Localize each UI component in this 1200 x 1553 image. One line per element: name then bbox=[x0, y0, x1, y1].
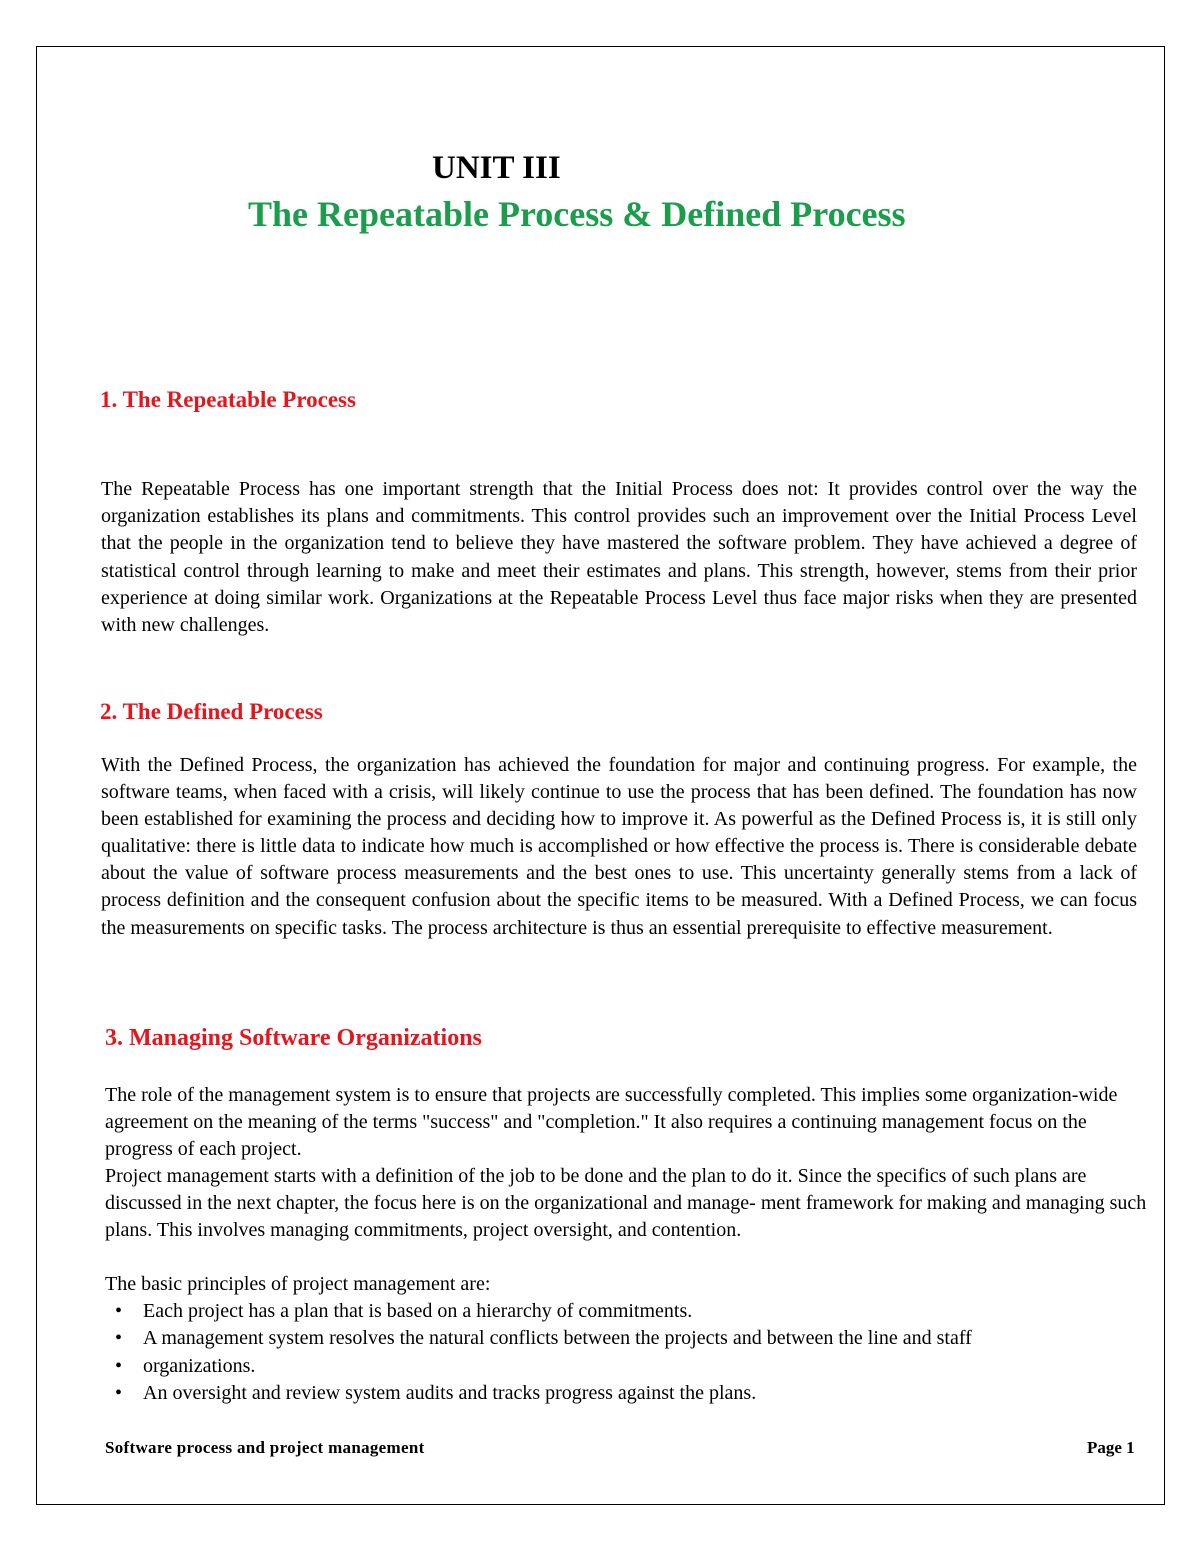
paragraph-management-role: The role of the management system is to ensure that projects are successfully completed. This implies some organization-wide agreement on the meaning of the terms "success" and "completion." It also requires a continuing management focus on the progress of each project. bbox=[105, 1084, 1118, 1160]
section-heading-repeatable: 1. The Repeatable Process bbox=[100, 387, 356, 412]
paragraph-principles-intro: The basic principles of project management are: bbox=[105, 1273, 491, 1295]
list-item-text: An oversight and review system audits and tracks progress against the plans. bbox=[143, 1381, 757, 1404]
list-item-text: A management system resolves the natural conflicts between the projects and between the line and staff bbox=[143, 1327, 972, 1350]
principles-list bbox=[105, 1298, 972, 1407]
paragraph-repeatable: The Repeatable Process has one important strength that the Initial Process does not: It provides control over the way the organization establishes its plans and commitments. This control provides such an improvement over the Initial Process Level that the people in the organization tend to believe they have mastered the software problem. They have achieved a degree of statistical control through learning to make and meet their estimates and plans. This strength, however, stems from their prior experience at doing similar work. Organizations at the Repeatable Process Level thus face major risks when they are presented with new challenges. bbox=[101, 478, 1137, 637]
page-title: The Repeatable Process & Defined Process bbox=[248, 194, 906, 234]
bullet-icon: • bbox=[115, 1381, 123, 1404]
section-heading-defined: 2. The Defined Process bbox=[100, 699, 323, 724]
list-item bbox=[105, 1353, 972, 1380]
unit-title: UNIT III bbox=[432, 150, 561, 186]
section-heading-managing: 3. Managing Software Organizations bbox=[105, 1025, 482, 1051]
paragraph-defined: With the Defined Process, the organization has achieved the foundation for major and continuing progress. For example, the software teams, when faced with a crisis, will likely continue to use the process that has been defined. The foundation has now been established for examining the process and deciding how to improve it. As powerful as the Defined Process is, it is still only qualitative: there is little data to indicate how much is accomplished or how effective the process is. There is considerable debate about the value of software process measurements and the best ones to use. This uncertainty generally stems from a lack of process definition and the consequent confusion about the specific items to be measured. With a Defined Process, we can focus the measurements on specific tasks. The process architecture is thus an essential prerequisite to effective measurement. bbox=[101, 754, 1137, 939]
paragraph-project-management: Project management starts with a definition of the job to be done and the plan to do it. Since the specifics of such plans are discussed in the next chapter, the focus here is on the organizational and manage- ment framework for making and managing such plans. This involves managing commitments, project oversight, and contention. bbox=[105, 1165, 1147, 1241]
bullet-icon: • bbox=[115, 1300, 123, 1322]
list-item bbox=[105, 1380, 972, 1407]
list-item bbox=[105, 1298, 972, 1325]
bullet-icon: • bbox=[115, 1354, 123, 1377]
list-item-text: organizations. bbox=[143, 1354, 256, 1377]
footer-course-title: Software process and project management bbox=[105, 1438, 425, 1457]
list-item bbox=[105, 1325, 972, 1352]
footer-page-number: Page 1 bbox=[1087, 1438, 1135, 1457]
bullet-icon: • bbox=[115, 1327, 123, 1350]
list-item-text: Each project has a plan that is based on a hierarchy of commitments. bbox=[143, 1300, 693, 1322]
